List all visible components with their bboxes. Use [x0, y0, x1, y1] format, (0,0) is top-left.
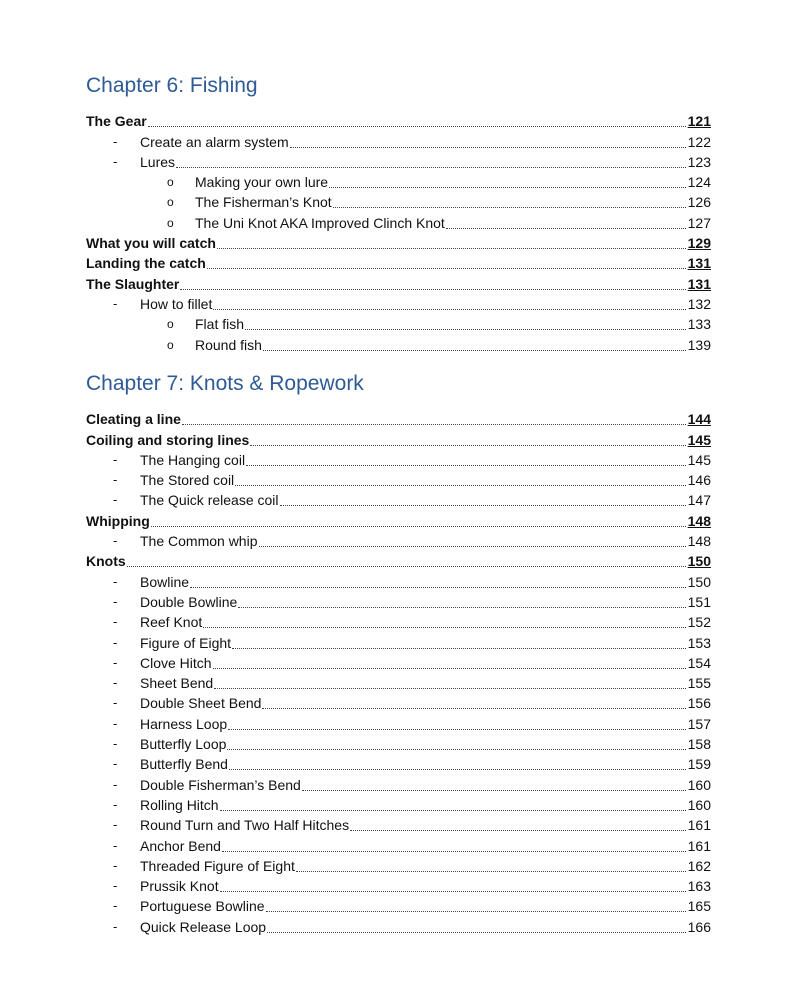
toc-subentry[interactable] — [86, 313, 711, 333]
bullet-dash-icon: - — [113, 614, 118, 630]
toc-page-number: 131 — [687, 275, 711, 292]
toc-entry-label: The Gear — [86, 113, 147, 130]
bullet-dash-icon: - — [113, 715, 118, 731]
toc-entry-label: Create an alarm system — [140, 133, 289, 150]
toc-page-number: 160 — [687, 796, 711, 813]
toc-subentry[interactable] — [86, 652, 711, 672]
toc-subentry[interactable] — [86, 834, 711, 854]
toc-entry-label: Double Fisherman’s Bend — [140, 776, 301, 793]
dot-leader — [220, 810, 686, 811]
bullet-dash-icon: - — [113, 451, 118, 467]
bullet-dash-icon: - — [113, 153, 118, 169]
toc-entry-label: Making your own lure — [195, 174, 329, 191]
toc-subentry[interactable] — [86, 672, 711, 692]
toc-entry-label: The Stored coil — [140, 472, 235, 489]
bullet-circle-icon: o — [167, 215, 174, 230]
dot-leader — [213, 668, 686, 669]
bullet-dash-icon: - — [113, 133, 118, 149]
toc-page-number: 145 — [687, 431, 711, 448]
toc-section-entry[interactable] — [86, 428, 711, 448]
toc-entry-label: Whipping — [86, 512, 150, 529]
dot-leader — [235, 485, 686, 486]
bullet-dash-icon: - — [113, 776, 118, 792]
dot-leader — [207, 268, 686, 269]
bullet-dash-icon: - — [113, 695, 118, 711]
bullet-dash-icon: - — [113, 634, 118, 650]
bullet-dash-icon: - — [113, 654, 118, 670]
toc-section-entry[interactable] — [86, 272, 711, 292]
toc-subentry[interactable] — [86, 733, 711, 753]
bullet-dash-icon: - — [113, 898, 118, 914]
toc-entry-label: Threaded Figure of Eight — [140, 857, 295, 874]
bullet-dash-icon: - — [113, 675, 118, 691]
toc-page-number: 122 — [687, 133, 711, 150]
toc-entry-label: Clove Hitch — [140, 654, 212, 671]
toc-page-number: 154 — [687, 654, 711, 671]
dot-leader — [220, 891, 686, 892]
toc-entry-label: The Fisherman’s Knot — [195, 194, 332, 211]
toc-page-number: 165 — [687, 898, 711, 915]
toc-entry-label: The Quick release coil — [140, 492, 279, 509]
toc-entry-label: Butterfly Loop — [140, 736, 227, 753]
dot-leader — [280, 505, 686, 506]
toc-page-number: 123 — [687, 153, 711, 170]
dot-leader — [262, 708, 686, 709]
toc-entry-label: Sheet Bend — [140, 675, 214, 692]
toc-entry-label: Anchor Bend — [140, 837, 221, 854]
dot-leader — [246, 465, 686, 466]
bullet-dash-icon: - — [113, 573, 118, 589]
toc-page-number: 161 — [687, 817, 711, 834]
toc-page-number: 155 — [687, 675, 711, 692]
toc-subentry[interactable] — [86, 915, 711, 935]
toc-entry-label: Round fish — [195, 336, 262, 353]
dot-leader — [232, 648, 686, 649]
toc-page-number: 159 — [687, 756, 711, 773]
toc-subentry[interactable] — [86, 692, 711, 712]
dot-leader — [213, 309, 686, 310]
toc-page-number: 150 — [687, 553, 711, 570]
toc-subentry[interactable] — [86, 875, 711, 895]
toc-subentry[interactable] — [86, 773, 711, 793]
toc-section-entry[interactable] — [86, 232, 711, 252]
toc-section-entry[interactable] — [86, 110, 711, 130]
toc-page-number: 158 — [687, 736, 711, 753]
chapter-section — [86, 72, 711, 354]
toc-page-number: 124 — [687, 174, 711, 191]
dot-leader — [259, 546, 687, 547]
toc-page-number: 121 — [687, 113, 711, 130]
toc-entry-label: What you will catch — [86, 235, 216, 252]
toc-page-number: 129 — [687, 235, 711, 252]
dot-leader — [228, 729, 686, 730]
toc-entry-label: Landing the catch — [86, 255, 206, 272]
toc-entry-label: How to fillet — [140, 295, 213, 312]
dot-leader — [333, 207, 686, 208]
toc-entry-label: The Slaughter — [86, 275, 180, 292]
toc-list — [86, 408, 711, 936]
toc-entry-label: Coiling and storing lines — [86, 431, 250, 448]
dot-leader — [296, 871, 686, 872]
toc-subentry[interactable] — [86, 712, 711, 732]
bullet-dash-icon: - — [113, 533, 118, 549]
toc-entry-label: Flat fish — [195, 316, 245, 333]
bullet-dash-icon: - — [113, 295, 118, 311]
toc-page-number: 161 — [687, 837, 711, 854]
toc-page-number: 157 — [687, 715, 711, 732]
bullet-dash-icon: - — [113, 918, 118, 934]
chapter-section — [86, 370, 711, 936]
toc-page-number: 148 — [687, 533, 711, 550]
toc-entry-label: Lures — [140, 153, 176, 170]
bullet-circle-icon: o — [167, 317, 174, 332]
dot-leader — [290, 147, 686, 148]
dot-leader — [329, 187, 686, 188]
toc-entry-label: The Common whip — [140, 533, 258, 550]
toc-entry-label: The Hanging coil — [140, 451, 246, 468]
toc-subentry[interactable] — [86, 753, 711, 773]
dot-leader — [446, 228, 686, 229]
toc-entry-label: Harness Loop — [140, 715, 228, 732]
toc-page-number: 146 — [687, 472, 711, 489]
dot-leader — [238, 607, 686, 608]
toc-entry-label: Rolling Hitch — [140, 796, 219, 813]
toc-entry-label: Quick Release Loop — [140, 918, 267, 935]
bullet-dash-icon: - — [113, 878, 118, 894]
toc-subentry[interactable] — [86, 530, 711, 550]
dot-leader — [182, 424, 686, 425]
toc-entry-label: Portuguese Bowline — [140, 898, 265, 915]
dot-leader — [151, 526, 686, 527]
dot-leader — [250, 445, 686, 446]
toc-page-number: 145 — [687, 451, 711, 468]
dot-leader — [217, 248, 686, 249]
toc-page-number: 127 — [687, 214, 711, 231]
dot-leader — [222, 851, 686, 852]
toc-entry-label: Knots — [86, 553, 126, 570]
bullet-dash-icon: - — [113, 756, 118, 772]
toc-page-number: 139 — [687, 336, 711, 353]
toc-page-number: 160 — [687, 776, 711, 793]
toc-section-entry[interactable] — [86, 408, 711, 428]
dot-leader — [227, 749, 686, 750]
toc-page-number: 144 — [687, 411, 711, 428]
toc-subentry[interactable] — [86, 489, 711, 509]
toc-entry-label: Bowline — [140, 573, 190, 590]
toc-entry-label: The Uni Knot AKA Improved Clinch Knot — [195, 214, 445, 231]
bullet-dash-icon: - — [113, 817, 118, 833]
bullet-dash-icon: - — [113, 857, 118, 873]
toc-page-number: 131 — [687, 255, 711, 272]
toc-subentry[interactable] — [86, 449, 711, 469]
bullet-dash-icon: - — [113, 796, 118, 812]
toc-entry-label: Cleating a line — [86, 411, 181, 428]
dot-leader — [180, 289, 686, 290]
bullet-circle-icon: o — [167, 337, 174, 352]
toc-page-number: 147 — [687, 492, 711, 509]
dot-leader — [176, 167, 686, 168]
toc-entry-label: Reef Knot — [140, 614, 203, 631]
toc-page-number: 152 — [687, 614, 711, 631]
dot-leader — [263, 350, 686, 351]
toc-subentry[interactable] — [86, 469, 711, 489]
dot-leader — [214, 688, 686, 689]
toc-subentry[interactable] — [86, 191, 711, 211]
bullet-circle-icon: o — [167, 195, 174, 210]
dot-leader — [267, 932, 686, 933]
toc-entry-label: Round Turn and Two Half Hitches — [140, 817, 350, 834]
toc-subentry[interactable] — [86, 570, 711, 590]
bullet-dash-icon: - — [113, 837, 118, 853]
bullet-dash-icon: - — [113, 472, 118, 488]
toc-subentry[interactable] — [86, 171, 711, 191]
toc-subentry[interactable] — [86, 333, 711, 353]
toc-page-number: 133 — [687, 316, 711, 333]
toc-subentry[interactable] — [86, 611, 711, 631]
toc-subentry[interactable] — [86, 855, 711, 875]
toc-page-number: 148 — [687, 512, 711, 529]
dot-leader — [302, 790, 686, 791]
toc-subentry[interactable] — [86, 591, 711, 611]
toc-page-number: 151 — [687, 593, 711, 610]
toc-subentry[interactable] — [86, 211, 711, 231]
toc-subentry[interactable] — [86, 814, 711, 834]
dot-leader — [350, 830, 686, 831]
bullet-dash-icon: - — [113, 593, 118, 609]
toc-page-number: 126 — [687, 194, 711, 211]
toc-subentry[interactable] — [86, 895, 711, 915]
toc-page-number: 163 — [687, 878, 711, 895]
toc-subentry[interactable] — [86, 130, 711, 150]
toc-entry-label: Figure of Eight — [140, 634, 232, 651]
toc-section-entry[interactable] — [86, 252, 711, 272]
dot-leader — [229, 769, 686, 770]
toc-page-number: 162 — [687, 857, 711, 874]
toc-page-number: 153 — [687, 634, 711, 651]
chapter-title: Chapter 6: Fishing — [86, 74, 258, 97]
toc-subentry[interactable] — [86, 631, 711, 651]
dot-leader — [266, 911, 686, 912]
chapter-title: Chapter 7: Knots & Ropework — [86, 372, 364, 395]
toc-list — [86, 110, 711, 354]
toc-subentry[interactable] — [86, 293, 711, 313]
toc-section-entry[interactable] — [86, 509, 711, 529]
toc-page-number: 156 — [687, 695, 711, 712]
dot-leader — [127, 566, 686, 567]
dot-leader — [245, 329, 686, 330]
toc-entry-label: Double Bowline — [140, 593, 238, 610]
toc-entry-label: Butterfly Bend — [140, 756, 228, 773]
bullet-dash-icon: - — [113, 492, 118, 508]
dot-leader — [190, 587, 686, 588]
bullet-circle-icon: o — [167, 175, 174, 190]
toc-page-number: 150 — [687, 573, 711, 590]
toc-entry-label: Double Sheet Bend — [140, 695, 262, 712]
toc-page-number: 132 — [687, 295, 711, 312]
toc-entry-label: Prussik Knot — [140, 878, 219, 895]
toc-subentry[interactable] — [86, 794, 711, 814]
dot-leader — [203, 627, 686, 628]
toc-subentry[interactable] — [86, 151, 711, 171]
toc-page-number: 166 — [687, 918, 711, 935]
bullet-dash-icon: - — [113, 736, 118, 752]
dot-leader — [148, 126, 686, 127]
toc-section-entry[interactable] — [86, 550, 711, 570]
